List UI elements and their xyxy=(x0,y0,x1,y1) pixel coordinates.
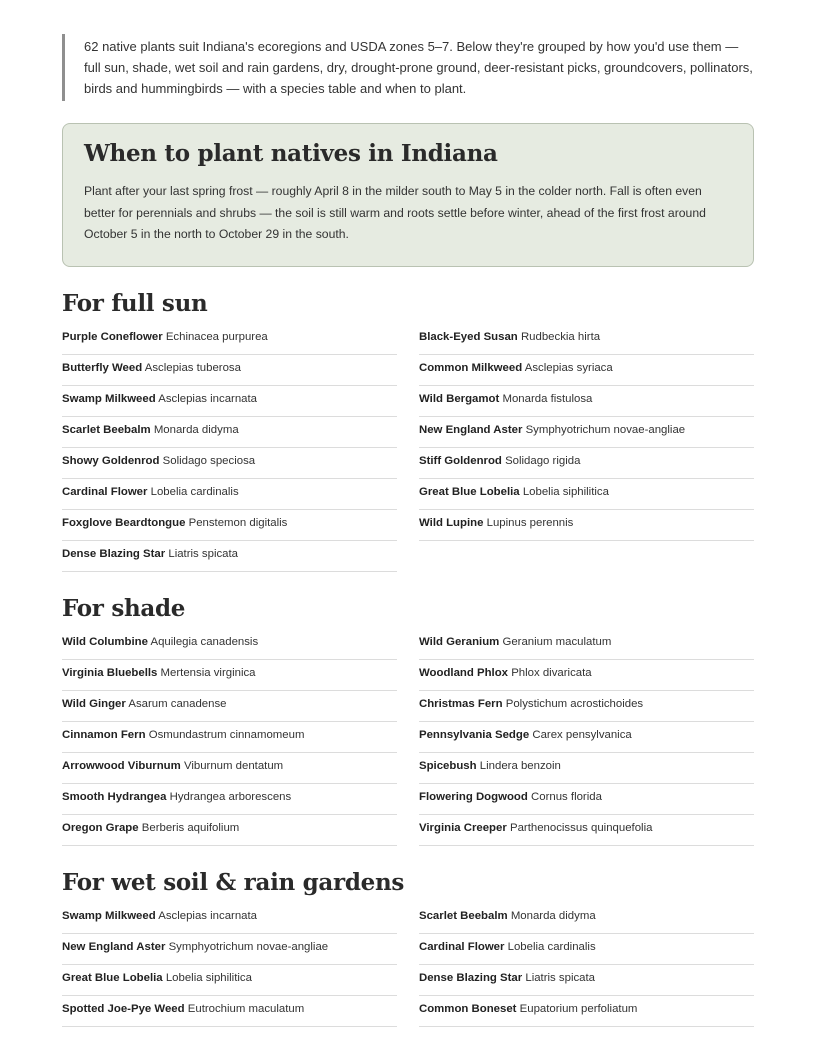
plant-latin-name: Geranium maculatum xyxy=(502,635,612,648)
plant-item xyxy=(419,754,754,784)
plant-latin-name: Monarda fistulosa xyxy=(502,392,593,405)
plant-latin-name: Liatris spicata xyxy=(168,547,238,560)
plant-grid-wet-soil xyxy=(62,904,754,1028)
plant-item xyxy=(62,418,397,448)
planting-title: When to plant natives in Indiana xyxy=(84,140,498,167)
plant-common-name: Virginia Creeper xyxy=(419,821,507,834)
plant-latin-name: Monarda didyma xyxy=(510,909,596,922)
plant-common-name: Wild Columbine xyxy=(62,635,148,648)
plant-common-name: Cardinal Flower xyxy=(419,940,505,953)
planting-callout xyxy=(62,123,754,267)
plant-item xyxy=(62,661,397,691)
plant-latin-name: Hydrangea arborescens xyxy=(169,790,292,803)
plant-common-name: Great Blue Lobelia xyxy=(62,971,163,984)
plant-latin-name: Lobelia cardinalis xyxy=(150,485,239,498)
plant-item xyxy=(419,356,754,386)
plant-item xyxy=(419,904,754,934)
plant-item xyxy=(419,387,754,417)
plant-latin-name: Viburnum dentatum xyxy=(183,759,284,772)
plant-item xyxy=(419,997,754,1027)
plant-common-name: Common Boneset xyxy=(419,1002,517,1015)
plant-common-name: Smooth Hydrangea xyxy=(62,790,167,803)
plant-latin-name: Penstemon digitalis xyxy=(188,516,288,529)
plant-item xyxy=(62,630,397,660)
plant-item xyxy=(62,785,397,815)
plant-item xyxy=(419,630,754,660)
plant-latin-name: Aquilegia canadensis xyxy=(150,635,259,648)
plant-common-name: Christmas Fern xyxy=(419,697,503,710)
plant-common-name: Swamp Milkweed xyxy=(62,392,156,405)
planting-body: Plant after your last spring frost — roughly April 8 in the milder south to May 5 in the colder north. Fall is often even better for perennials and shrubs — the soil is still warm and roots settle before winter, ahead of the first frost around October 5 in the north to October 29 in the south. xyxy=(84,184,706,241)
plant-latin-name: Cornus florida xyxy=(531,790,602,803)
plant-latin-name: Lupinus perennis xyxy=(486,516,574,529)
plant-latin-name: Lindera benzoin xyxy=(479,759,561,772)
plant-item xyxy=(419,418,754,448)
plant-latin-name: Asclepias incarnata xyxy=(158,392,258,405)
plant-item xyxy=(419,449,754,479)
plant-common-name: Swamp Milkweed xyxy=(62,909,156,922)
plant-common-name: Dense Blazing Star xyxy=(419,971,523,984)
plant-item xyxy=(419,935,754,965)
plant-item xyxy=(62,966,397,996)
plant-latin-name: Berberis aquifolium xyxy=(141,821,240,834)
plant-common-name: Great Blue Lobelia xyxy=(419,485,520,498)
plant-common-name: Black-Eyed Susan xyxy=(419,330,518,343)
plant-common-name: Arrowwood Viburnum xyxy=(62,759,181,772)
plant-latin-name: Monarda didyma xyxy=(153,423,239,436)
plant-latin-name: Carex pensylvanica xyxy=(532,728,632,741)
plant-item xyxy=(419,325,754,355)
plant-latin-name: Lobelia cardinalis xyxy=(507,940,596,953)
plant-latin-name: Solidago speciosa xyxy=(162,454,256,467)
plant-item xyxy=(62,723,397,753)
plant-item xyxy=(62,449,397,479)
plant-latin-name: Rudbeckia hirta xyxy=(520,330,601,343)
plant-latin-name: Solidago rigida xyxy=(505,454,581,467)
plant-common-name: Cinnamon Fern xyxy=(62,728,146,741)
plant-common-name: New England Aster xyxy=(62,940,166,953)
plant-common-name: Wild Geranium xyxy=(419,635,500,648)
plant-common-name: Cardinal Flower xyxy=(62,485,148,498)
plant-latin-name: Liatris spicata xyxy=(525,971,595,984)
plant-item xyxy=(62,325,397,355)
plant-common-name: Butterfly Weed xyxy=(62,361,143,374)
intro-blockquote: 62 native plants suit Indiana's ecoregions and USDA zones 5–7. Below they're grouped by how you'd use them — full sun, shade, wet soil and rain gardens, dry, drought-prone ground, deer-resistant picks, groundcovers, pollinators, birds and hummingbirds — with a species table and when to plant. xyxy=(62,34,754,101)
plant-item xyxy=(419,816,754,846)
plant-item xyxy=(62,480,397,510)
plant-common-name: Spicebush xyxy=(419,759,477,772)
plant-common-name: Showy Goldenrod xyxy=(62,454,160,467)
plant-common-name: Oregon Grape xyxy=(62,821,139,834)
plant-latin-name: Symphyotrichum novae-angliae xyxy=(168,940,329,953)
section-title-full-sun: For full sun xyxy=(62,289,208,317)
plant-common-name: Virginia Bluebells xyxy=(62,666,158,679)
plant-latin-name: Symphyotrichum novae-angliae xyxy=(525,423,686,436)
plant-latin-name: Mertensia virginica xyxy=(160,666,256,679)
plant-latin-name: Polystichum acrostichoides xyxy=(505,697,644,710)
plant-item xyxy=(419,480,754,510)
plant-latin-name: Phlox divaricata xyxy=(511,666,592,679)
plant-item xyxy=(62,387,397,417)
plant-item xyxy=(62,997,397,1027)
plant-latin-name: Asarum canadense xyxy=(128,697,227,710)
plant-item xyxy=(62,692,397,722)
plant-common-name: Wild Bergamot xyxy=(419,392,500,405)
plant-common-name: Pennsylvania Sedge xyxy=(419,728,530,741)
plant-item xyxy=(62,754,397,784)
plant-grid-shade xyxy=(62,630,754,847)
plant-latin-name: Lobelia siphilitica xyxy=(165,971,252,984)
plant-common-name: Flowering Dogwood xyxy=(419,790,528,803)
plant-latin-name: Asclepias tuberosa xyxy=(144,361,241,374)
plant-common-name: Stiff Goldenrod xyxy=(419,454,502,467)
plant-latin-name: Eutrochium maculatum xyxy=(187,1002,305,1015)
plant-latin-name: Parthenocissus quinquefolia xyxy=(509,821,653,834)
plant-common-name: Purple Coneflower xyxy=(62,330,163,343)
plant-common-name: Wild Ginger xyxy=(62,697,126,710)
plant-latin-name: Lobelia siphilitica xyxy=(522,485,609,498)
plant-common-name: Woodland Phlox xyxy=(419,666,509,679)
plant-latin-name: Echinacea purpurea xyxy=(165,330,268,343)
plant-common-name: Scarlet Beebalm xyxy=(419,909,508,922)
plant-common-name: Scarlet Beebalm xyxy=(62,423,151,436)
plant-item xyxy=(419,661,754,691)
plant-common-name: Common Milkweed xyxy=(419,361,523,374)
plant-item xyxy=(62,356,397,386)
plant-latin-name: Asclepias incarnata xyxy=(158,909,258,922)
plant-item xyxy=(419,723,754,753)
plant-grid-full-sun xyxy=(62,325,754,573)
plant-item xyxy=(419,966,754,996)
plant-common-name: New England Aster xyxy=(419,423,523,436)
plant-common-name: Wild Lupine xyxy=(419,516,484,529)
plant-latin-name: Osmundastrum cinnamomeum xyxy=(148,728,305,741)
plant-item xyxy=(62,935,397,965)
plant-item xyxy=(419,511,754,541)
plant-item xyxy=(419,692,754,722)
section-title-shade: For shade xyxy=(62,594,186,622)
plant-common-name: Dense Blazing Star xyxy=(62,547,166,560)
plant-item xyxy=(419,785,754,815)
plant-item xyxy=(62,511,397,541)
plant-item xyxy=(62,542,397,572)
section-title-wet-soil: For wet soil & rain gardens xyxy=(62,868,405,896)
plant-latin-name: Asclepias syriaca xyxy=(524,361,613,374)
plant-common-name: Spotted Joe-Pye Weed xyxy=(62,1002,185,1015)
plant-common-name: Foxglove Beardtongue xyxy=(62,516,186,529)
plant-item xyxy=(62,904,397,934)
plant-item xyxy=(62,816,397,846)
plant-latin-name: Eupatorium perfoliatum xyxy=(519,1002,638,1015)
